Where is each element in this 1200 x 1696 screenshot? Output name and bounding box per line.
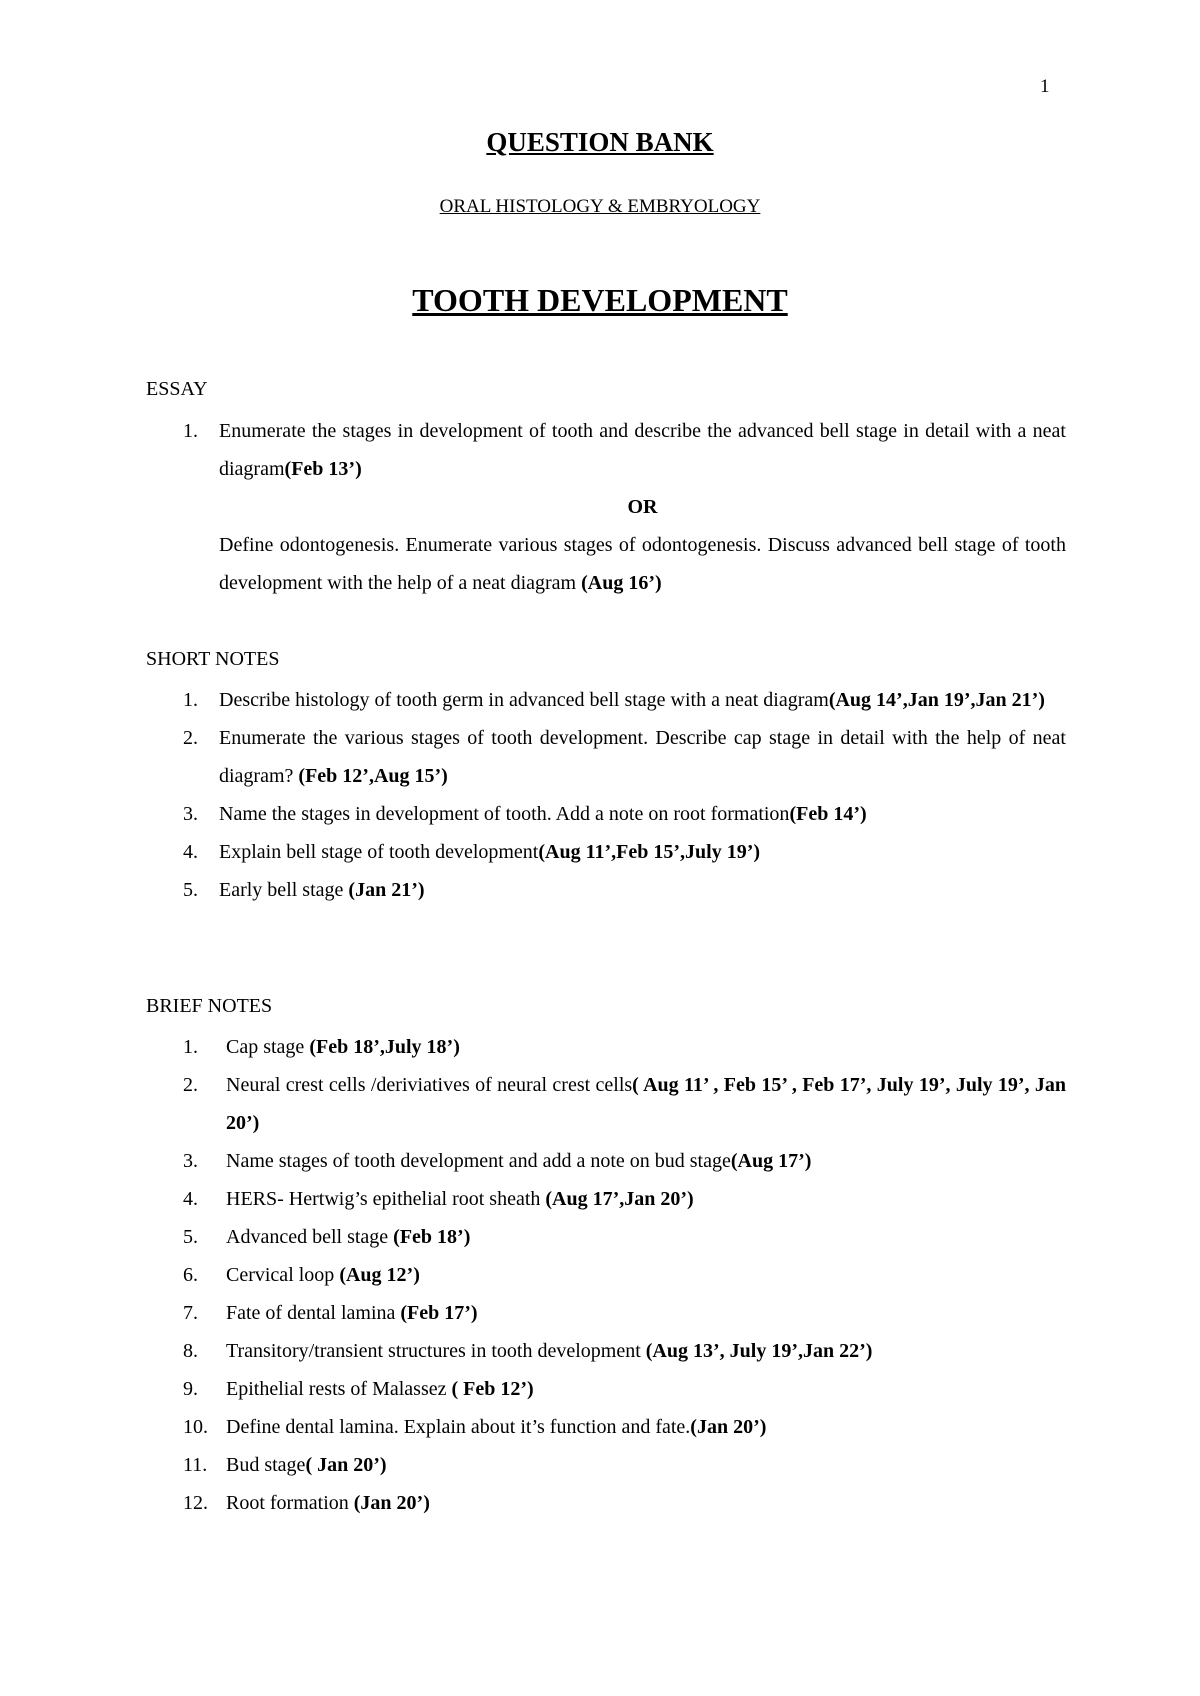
item-text: Enumerate the various stages of tooth development. Describe cap stage in detail with the help of neat diagram? [219,727,1066,787]
item-number: 10. [183,1416,208,1438]
item-number: 3. [183,1150,198,1172]
alt-text: Define odontogenesis. Enumerate various stages of odontogenesis. Discuss advanced bell stage of tooth development with the help of a neat diagram [219,534,1066,594]
item-ref: (Aug 11’,Feb 15’,July 19’) [538,841,761,863]
list-item [146,1028,1066,1066]
item-number: 4. [183,841,198,863]
item-ref: (Aug 17’) [730,1150,812,1172]
item-text: Transitory/transient structures in tooth development [226,1340,646,1362]
document-title: QUESTION BANK [486,127,714,157]
item-text: Fate of dental lamina [226,1302,401,1324]
list-item [146,1142,1066,1180]
item-ref: (Jan 20’) [353,1492,430,1514]
item-text: Cervical loop [226,1264,340,1286]
item-number: 1. [183,420,198,442]
item-text: Enumerate the stages in development of tooth and describe the advanced bell stage in detail with a neat diagram [219,420,1066,480]
list-item [146,1256,1066,1294]
item-number: 1. [183,689,198,711]
essay-item [146,412,1066,488]
item-number: 7. [183,1302,198,1324]
list-item [146,1408,1066,1446]
list-item [146,871,1066,909]
item-ref: ( Aug 11’ , Feb 15’ , Feb 17’, July 19’, July 19’, Jan 20’) [226,1074,1066,1134]
brief-notes-list [146,1028,1066,1522]
item-ref: (Aug 12’) [339,1264,420,1286]
brief-notes-heading: BRIEF NOTES [146,995,273,1017]
item-number: 2. [183,727,198,749]
item-ref: (Feb 17’) [400,1302,478,1324]
short-notes-list [146,681,1066,909]
item-text: Bud stage [226,1454,306,1476]
item-text: Root formation [226,1492,354,1514]
list-item [146,681,1066,719]
item-number: 4. [183,1188,198,1210]
or-separator: OR [627,496,658,518]
item-text: Name stages of tooth development and add a note on bud stage [226,1150,731,1172]
item-number: 5. [183,1226,198,1248]
item-number: 1. [183,1036,198,1058]
list-item [146,1294,1066,1332]
item-ref: ( Jan 20’) [305,1454,387,1476]
list-item [146,795,1066,833]
item-text: Early bell stage [219,879,349,901]
list-item [146,1066,1066,1142]
item-number: 9. [183,1378,198,1400]
item-number: 2. [183,1074,198,1096]
item-text: Describe histology of tooth germ in advanced bell stage with a neat diagram [219,689,829,711]
item-number: 8. [183,1340,198,1362]
item-ref: (Feb 12’,Aug 15’) [298,765,448,787]
item-number: 3. [183,803,198,825]
item-text: Explain bell stage of tooth development [219,841,539,863]
item-ref: (Feb 18’) [393,1226,471,1248]
essay-list [146,412,1066,602]
page-number: 1 [1040,76,1050,97]
item-ref: (Feb 18’,July 18’) [309,1036,460,1058]
item-ref: ( Feb 12’) [451,1378,534,1400]
chapter-title: TOOTH DEVELOPMENT [412,282,788,318]
item-number: 12. [183,1492,208,1514]
item-text: Define dental lamina. Explain about it’s function and fate. [226,1416,691,1438]
list-item [146,1446,1066,1484]
list-item [146,1484,1066,1522]
item-ref: (Feb 13’) [284,458,362,480]
item-number: 5. [183,879,198,901]
item-text: Neural crest cells /deriviatives of neural crest cells [226,1074,633,1096]
essay-heading: ESSAY [146,378,208,400]
item-ref: (Jan 21’) [348,879,425,901]
list-item [146,1370,1066,1408]
item-text: HERS- Hertwig’s epithelial root sheath [226,1188,546,1210]
item-number: 6. [183,1264,198,1286]
item-ref: (Aug 14’,Jan 19’,Jan 21’) [828,689,1045,711]
item-text: Cap stage [226,1036,310,1058]
item-text: Name the stages in development of tooth. Add a note on root formation [219,803,790,825]
item-ref: (Feb 14’) [789,803,867,825]
alt-ref: (Aug 16’) [581,572,662,594]
short-notes-heading: SHORT NOTES [146,648,280,670]
list-item [146,1218,1066,1256]
list-item [146,1332,1066,1370]
item-ref: (Aug 13’, July 19’,Jan 22’) [645,1340,873,1362]
item-ref: (Aug 17’,Jan 20’) [545,1188,694,1210]
document-subtitle: ORAL HISTOLOGY & EMBRYOLOGY [439,196,761,217]
item-ref: (Jan 20’) [690,1416,767,1438]
list-item [146,833,1066,871]
item-text: Epithelial rests of Malassez [226,1378,452,1400]
list-item [146,1180,1066,1218]
item-text: Advanced bell stage [226,1226,394,1248]
essay-alternative [146,526,1066,602]
list-item [146,719,1066,795]
item-number: 11. [183,1454,208,1476]
